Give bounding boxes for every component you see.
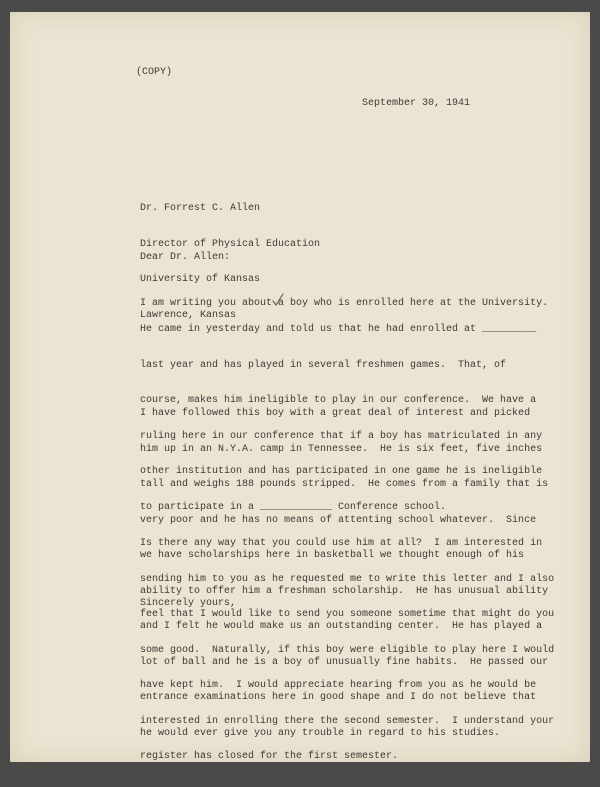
text-line: feel that I would like to send you someone sometime that might do you [140, 609, 555, 620]
text-line: to participate in a ____________ Conference school. [140, 501, 447, 513]
text-line: we have scholarships here in basketball we thought enough of his [140, 550, 525, 561]
text-line: last year and has played in several freshmen games. That, of [140, 359, 507, 371]
copy-label: (COPY) [136, 67, 173, 78]
address-line: Director of Physical Education [140, 238, 321, 250]
address-line: University of Kansas [140, 274, 261, 285]
pencil-checkmark-icon [271, 293, 285, 307]
text-line: and I felt he would make us an outstanding center. He has played a [140, 621, 543, 632]
paragraph-4 [140, 514, 554, 787]
text-line: Is there any way that you could use him at all? I am interested in [140, 538, 543, 549]
text-line: course, makes him ineligible to play in our conference. We have a [140, 395, 537, 406]
text-line: entrance examinations here in good shape and I do not believe that [140, 692, 537, 703]
text-line: I am writing you about a boy who is enrolled here at the University. [140, 298, 549, 309]
text-line: I have followed this boy with a great deal of interest and picked [140, 408, 531, 419]
salutation: Dear Dr. Allen: [140, 252, 231, 263]
text-line: have kept him. I would appreciate hearing from you as he would be [140, 680, 537, 691]
text-line: He came in yesterday and told us that he had enrolled at _________ [140, 324, 537, 335]
text-line: register has closed for the first semester. [140, 751, 399, 762]
text-line: he would ever give you any trouble in regard to his studies. [140, 727, 501, 739]
text-line: ruling here in our conference that if a boy has matriculated in any [140, 430, 543, 442]
text-line: him up in an N.Y.A. camp in Tennessee. He is six feet, five inches [140, 443, 543, 455]
text-line: some good. Naturally, if this boy were eligible to play here I would [140, 644, 555, 656]
address-line: Dr. Forrest C. Allen [140, 203, 261, 214]
text-line: interested in enrolling there the second semester. I understand your [140, 715, 555, 727]
text-line: other institution and has participated in one game he is ineligible [140, 466, 543, 477]
text-line: lot of ball and he is a boy of unusually fine habits. He passed our [140, 656, 549, 668]
letter-date: September 30, 1941 [362, 98, 471, 109]
text-line: tall and weighs 188 pounds stripped. He comes from a family that is [140, 479, 549, 490]
text-line: sending him to you as he requested me to write this letter and I also [140, 573, 555, 585]
text-line: ability to offer him a freshman scholarship. He has unusual ability [140, 585, 549, 597]
closing: Sincerely yours, [140, 598, 237, 609]
letter-page [10, 12, 590, 762]
address-line: Lawrence, Kansas [140, 309, 237, 321]
text-line: very poor and he has no means of attenting school whatever. Since [140, 514, 537, 526]
